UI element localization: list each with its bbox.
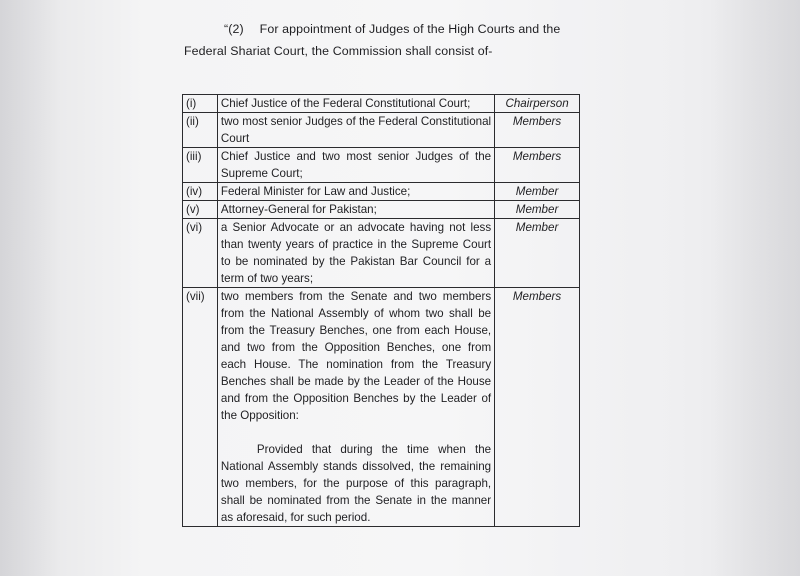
table-row xyxy=(183,183,580,201)
row-number: (iv) xyxy=(183,183,218,201)
intro-line-1 xyxy=(224,22,560,36)
table-row xyxy=(183,148,580,183)
row-description: Chief Justice and two most senior Judges of the Supreme Court; xyxy=(217,148,494,183)
row-description: a Senior Advocate or an advocate having not less than twenty years of practice in the Supreme Court to be nominated by the Pakistan Bar Council for a term of two years; xyxy=(217,219,494,288)
clause-number: “(2) xyxy=(224,22,244,36)
table-row xyxy=(183,219,580,288)
intro-text-1: For appointment of Judges of the High Courts and the xyxy=(259,22,561,36)
row-role: Members xyxy=(495,113,580,148)
row-role: Members xyxy=(495,288,580,527)
row-description: Federal Minister for Law and Justice; xyxy=(217,183,494,201)
row-number: (ii) xyxy=(183,113,218,148)
table-row xyxy=(183,201,580,219)
row-role: Chairperson xyxy=(495,95,580,113)
row-description: two most senior Judges of the Federal Constitutional Court xyxy=(217,113,494,148)
row-number: (vii) xyxy=(183,288,218,527)
page-shadow-right xyxy=(710,0,800,576)
table-row xyxy=(183,95,580,113)
row-description xyxy=(217,288,494,527)
row-proviso: Provided that during the time when the National Assembly stands dissolved, the remaining two members, for the purpose of this paragraph, shall be nominated from the Senate in the manner as aforesaid, for such period. xyxy=(220,443,492,524)
commission-table xyxy=(182,94,580,527)
intro-text-2: Federal Shariat Court, the Commission shall consist of- xyxy=(184,44,493,58)
row-main-text: two members from the Senate and two members from the National Assembly of whom two shall be from the Treasury Benches, one from each House, and two from the Opposition Benches, one from each House. The nomination from the Treasury Benches shall be made by the Leader of the House and from the Opposition Benches by the Leader of the Opposition: xyxy=(220,290,492,422)
row-description: Chief Justice of the Federal Constitutional Court; xyxy=(217,95,494,113)
table-row xyxy=(183,288,580,527)
row-number: (i) xyxy=(183,95,218,113)
row-role: Member xyxy=(495,201,580,219)
row-description: Attorney-General for Pakistan; xyxy=(217,201,494,219)
row-number: (v) xyxy=(183,201,218,219)
row-number: (iii) xyxy=(183,148,218,183)
intro-line-2 xyxy=(184,44,493,58)
row-role: Members xyxy=(495,148,580,183)
table-row xyxy=(183,113,580,148)
row-role: Member xyxy=(495,183,580,201)
row-number: (vi) xyxy=(183,219,218,288)
row-role: Member xyxy=(495,219,580,288)
page-shadow-left xyxy=(0,0,60,576)
